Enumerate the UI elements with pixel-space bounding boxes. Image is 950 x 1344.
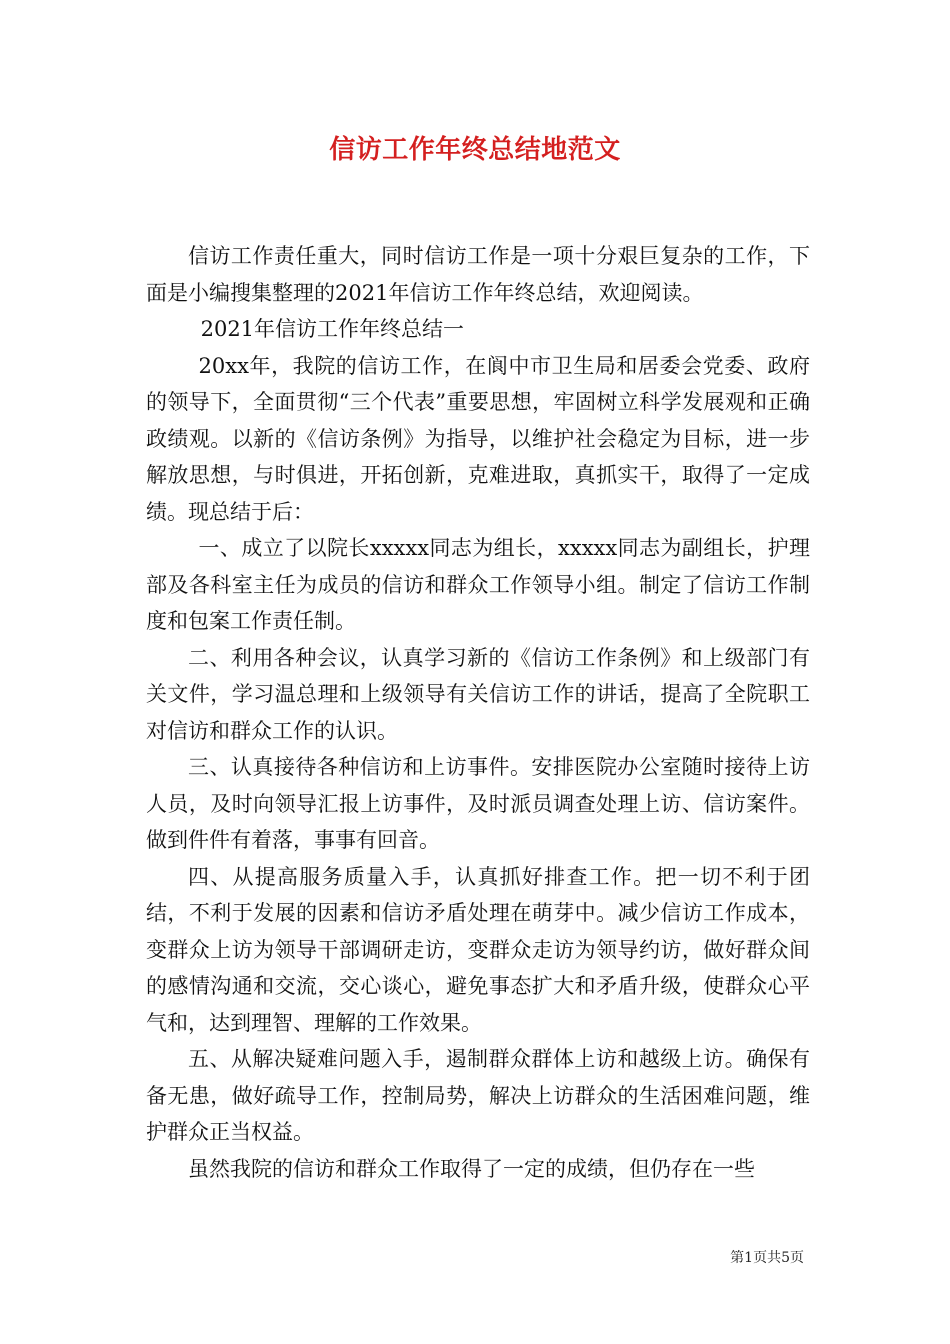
list-item-1: 一、成立了以院长xxxxx同志为组长，xxxxx同志为副组长，护理部及各科室主任为成员的信访和群众工作领导小组。制定了信访工作制度和包案工作责任制。 bbox=[146, 536, 810, 633]
list-item-5: 五、从解决疑难问题入手，遏制群众群体上访和越级上访。确保有备无患，做好疏导工作，控制局势，解决上访群众的生活困难问题，维护群众正当权益。 bbox=[146, 1047, 810, 1144]
closing-paragraph: 虽然我院的信访和群众工作取得了一定的成绩，但仍存在一些 bbox=[188, 1156, 755, 1181]
list-item-4: 四、从提高服务质量入手，认真抓好排查工作。把一切不利于团结，不利于发展的因素和信访矛盾处理在萌芽中。减少信访工作成本，变群众上访为领导干部调研走访，变群众走访为领导约访，做好群众间的感情沟通和交流，交心谈心，避免事态扩大和矛盾升级，使群众心平气和，达到理智、理解的工作效果。 bbox=[146, 864, 810, 1035]
list-item-3: 三、认真接待各种信访和上访事件。安排医院办公室随时接待上访人员，及时向领导汇报上访事件，及时派员调查处理上访、信访案件。做到件件有着落，事事有回音。 bbox=[146, 755, 810, 852]
body-paragraph: 20xx年，我院的信访工作，在阆中市卫生局和居委会党委、政府的领导下，全面贯彻“三个代表”重要思想，牢固树立科学发展观和正确政绩观。以新的《信访条例》为指导，以维护社会稳定为目标，进一步解放思想，与时俱进，开拓创新，克难进取，真抓实干，取得了一定成绩。现总结于后： bbox=[146, 353, 810, 524]
intro-paragraph: 信访工作责任重大，同时信访工作是一项十分艰巨复杂的工作，下面是小编搜集整理的2021年信访工作年终总结，欢迎阅读。 bbox=[146, 244, 810, 305]
document-title: 信访工作年终总结地范文 bbox=[329, 135, 621, 165]
section-heading: 2021年信访工作年终总结一 bbox=[200, 317, 465, 341]
page-number: 第1页共5页 bbox=[730, 1250, 804, 1266]
document-body bbox=[146, 238, 810, 1187]
list-item-2: 二、利用各种会议，认真学习新的《信访工作条例》和上级部门有关文件，学习温总理和上级领导有关信访工作的讲话，提高了全院职工对信访和群众工作的认识。 bbox=[146, 645, 810, 743]
